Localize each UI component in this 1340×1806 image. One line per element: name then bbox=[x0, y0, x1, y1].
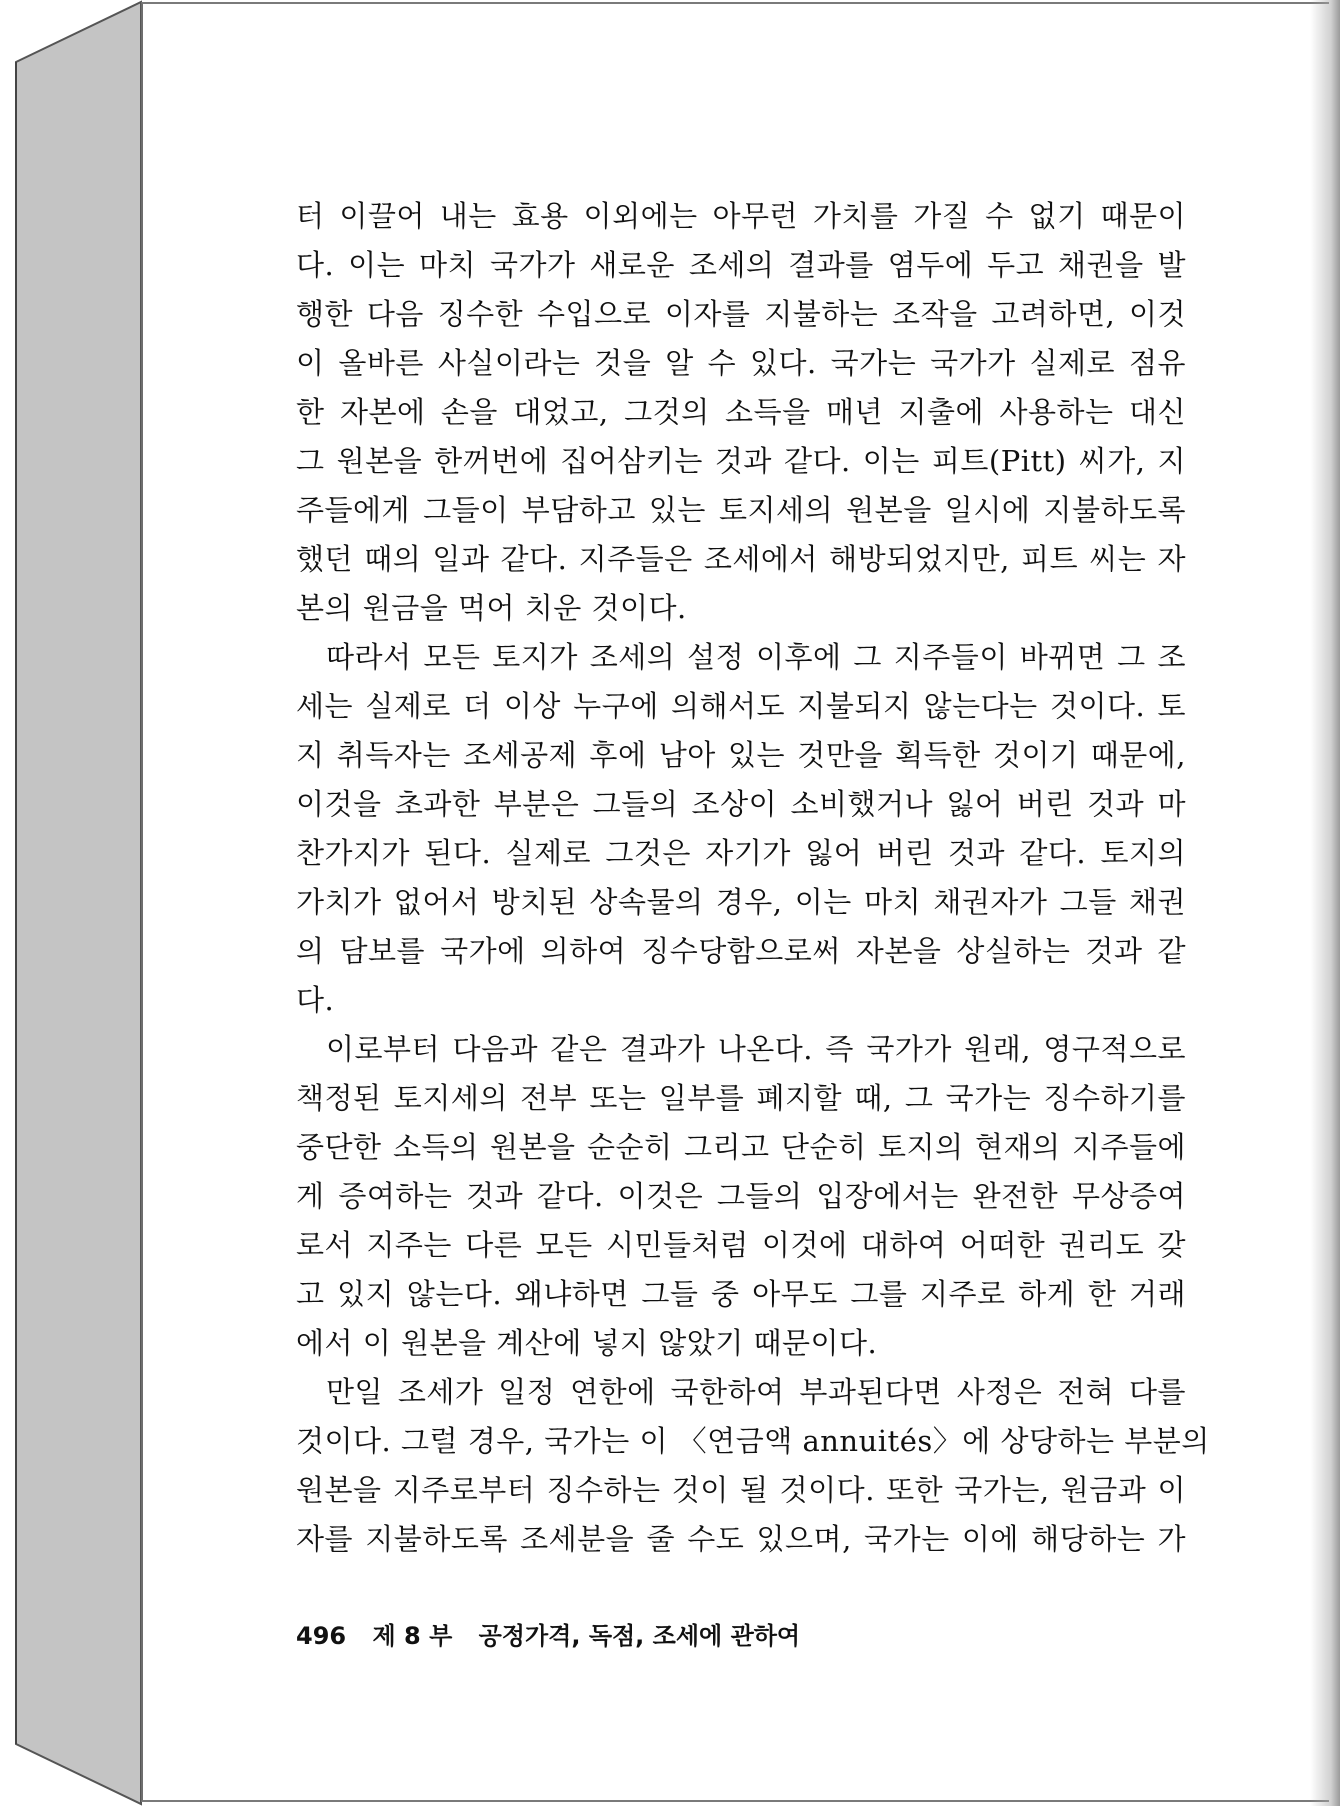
text-line: 그 원본을 한꺼번에 집어삼키는 것과 같다. 이는 피트(Pitt) 씨가, 지 bbox=[296, 444, 1186, 478]
text-line: 했던 때의 일과 같다. 지주들은 조세에서 해방되었지만, 피트 씨는 자 bbox=[296, 542, 1186, 576]
text-line: 이것을 초과한 부분은 그들의 조상이 소비했거나 잃어 버린 것과 마 bbox=[296, 787, 1186, 821]
text-line: 따라서 모든 토지가 조세의 설정 이후에 그 지주들이 바뀌면 그 조 bbox=[326, 640, 1186, 674]
text-line: 터 이끌어 내는 효용 이외에는 아무런 가치를 가질 수 없기 때문이 bbox=[296, 199, 1186, 233]
text-line: 만일 조세가 일정 연한에 국한하여 부과된다면 사정은 전혀 다를 bbox=[326, 1375, 1186, 1409]
page-edge-shadow bbox=[1310, 0, 1340, 1806]
text-line: 주들에게 그들이 부담하고 있는 토지세의 원본을 일시에 지불하도록 bbox=[296, 493, 1186, 527]
text-line: 중단한 소득의 원본을 순순히 그리고 단순히 토지의 현재의 지주들에 bbox=[296, 1130, 1186, 1164]
text-line: 고 있지 않는다. 왜냐하면 그들 중 아무도 그를 지주로 하게 한 거래 bbox=[296, 1277, 1186, 1311]
text-line: 찬가지가 된다. 실제로 그것은 자기가 잃어 버린 것과 같다. 토지의 bbox=[296, 836, 1186, 870]
text-line: 다. 이는 마치 국가가 새로운 조세의 결과를 염두에 두고 채권을 발 bbox=[296, 248, 1186, 282]
text-line: 다. bbox=[296, 983, 335, 1017]
text-line: 원본을 지주로부터 징수하는 것이 될 것이다. 또한 국가는, 원금과 이 bbox=[296, 1473, 1186, 1507]
text-line: 의 담보를 국가에 의하여 징수당함으로써 자본을 상실하는 것과 같 bbox=[296, 934, 1186, 968]
page-number: 496 bbox=[296, 1622, 347, 1650]
book-side bbox=[0, 0, 142, 1806]
text-line: 행한 다음 징수한 수입으로 이자를 지불하는 조작을 고려하면, 이것 bbox=[296, 297, 1186, 331]
text-line: 이로부터 다음과 같은 결과가 나온다. 즉 국가가 원래, 영구적으로 bbox=[326, 1032, 1186, 1066]
page-footer bbox=[296, 1616, 818, 1651]
text-line: 세는 실제로 더 이상 누구에 의해서도 지불되지 않는다는 것이다. 토 bbox=[296, 689, 1186, 723]
text-line: 본의 원금을 먹어 치운 것이다. bbox=[296, 591, 687, 625]
text-line: 한 자본에 손을 대었고, 그것의 소득을 매년 지출에 사용하는 대신 bbox=[296, 395, 1186, 429]
text-line: 게 증여하는 것과 같다. 이것은 그들의 입장에서는 완전한 무상증여 bbox=[296, 1179, 1186, 1213]
text-line: 책정된 토지세의 전부 또는 일부를 폐지할 때, 그 국가는 징수하기를 bbox=[296, 1081, 1186, 1115]
text-line: 자를 지불하도록 조세분을 줄 수도 있으며, 국가는 이에 해당하는 가 bbox=[296, 1522, 1186, 1556]
text-line: 것이다. 그럴 경우, 국가는 이 〈연금액 annuités〉에 상당하는 부분의 bbox=[296, 1424, 1210, 1458]
text-line: 지 취득자는 조세공제 후에 남아 있는 것만을 획득한 것이기 때문에, bbox=[296, 738, 1186, 772]
section-title: 공정가격, 독점, 조세에 관하여 bbox=[478, 1622, 801, 1650]
part-label: 제 8 부 bbox=[372, 1622, 453, 1650]
text-line: 이 올바른 사실이라는 것을 알 수 있다. 국가는 국가가 실제로 점유 bbox=[296, 346, 1186, 380]
text-line: 로서 지주는 다른 모든 시민들처럼 이것에 대하여 어떠한 권리도 갖 bbox=[296, 1228, 1186, 1262]
text-line: 가치가 없어서 방치된 상속물의 경우, 이는 마치 채권자가 그들 채권 bbox=[296, 885, 1186, 919]
text-line: 에서 이 원본을 계산에 넣지 않았기 때문이다. bbox=[296, 1326, 878, 1360]
body-text bbox=[296, 192, 1210, 1564]
